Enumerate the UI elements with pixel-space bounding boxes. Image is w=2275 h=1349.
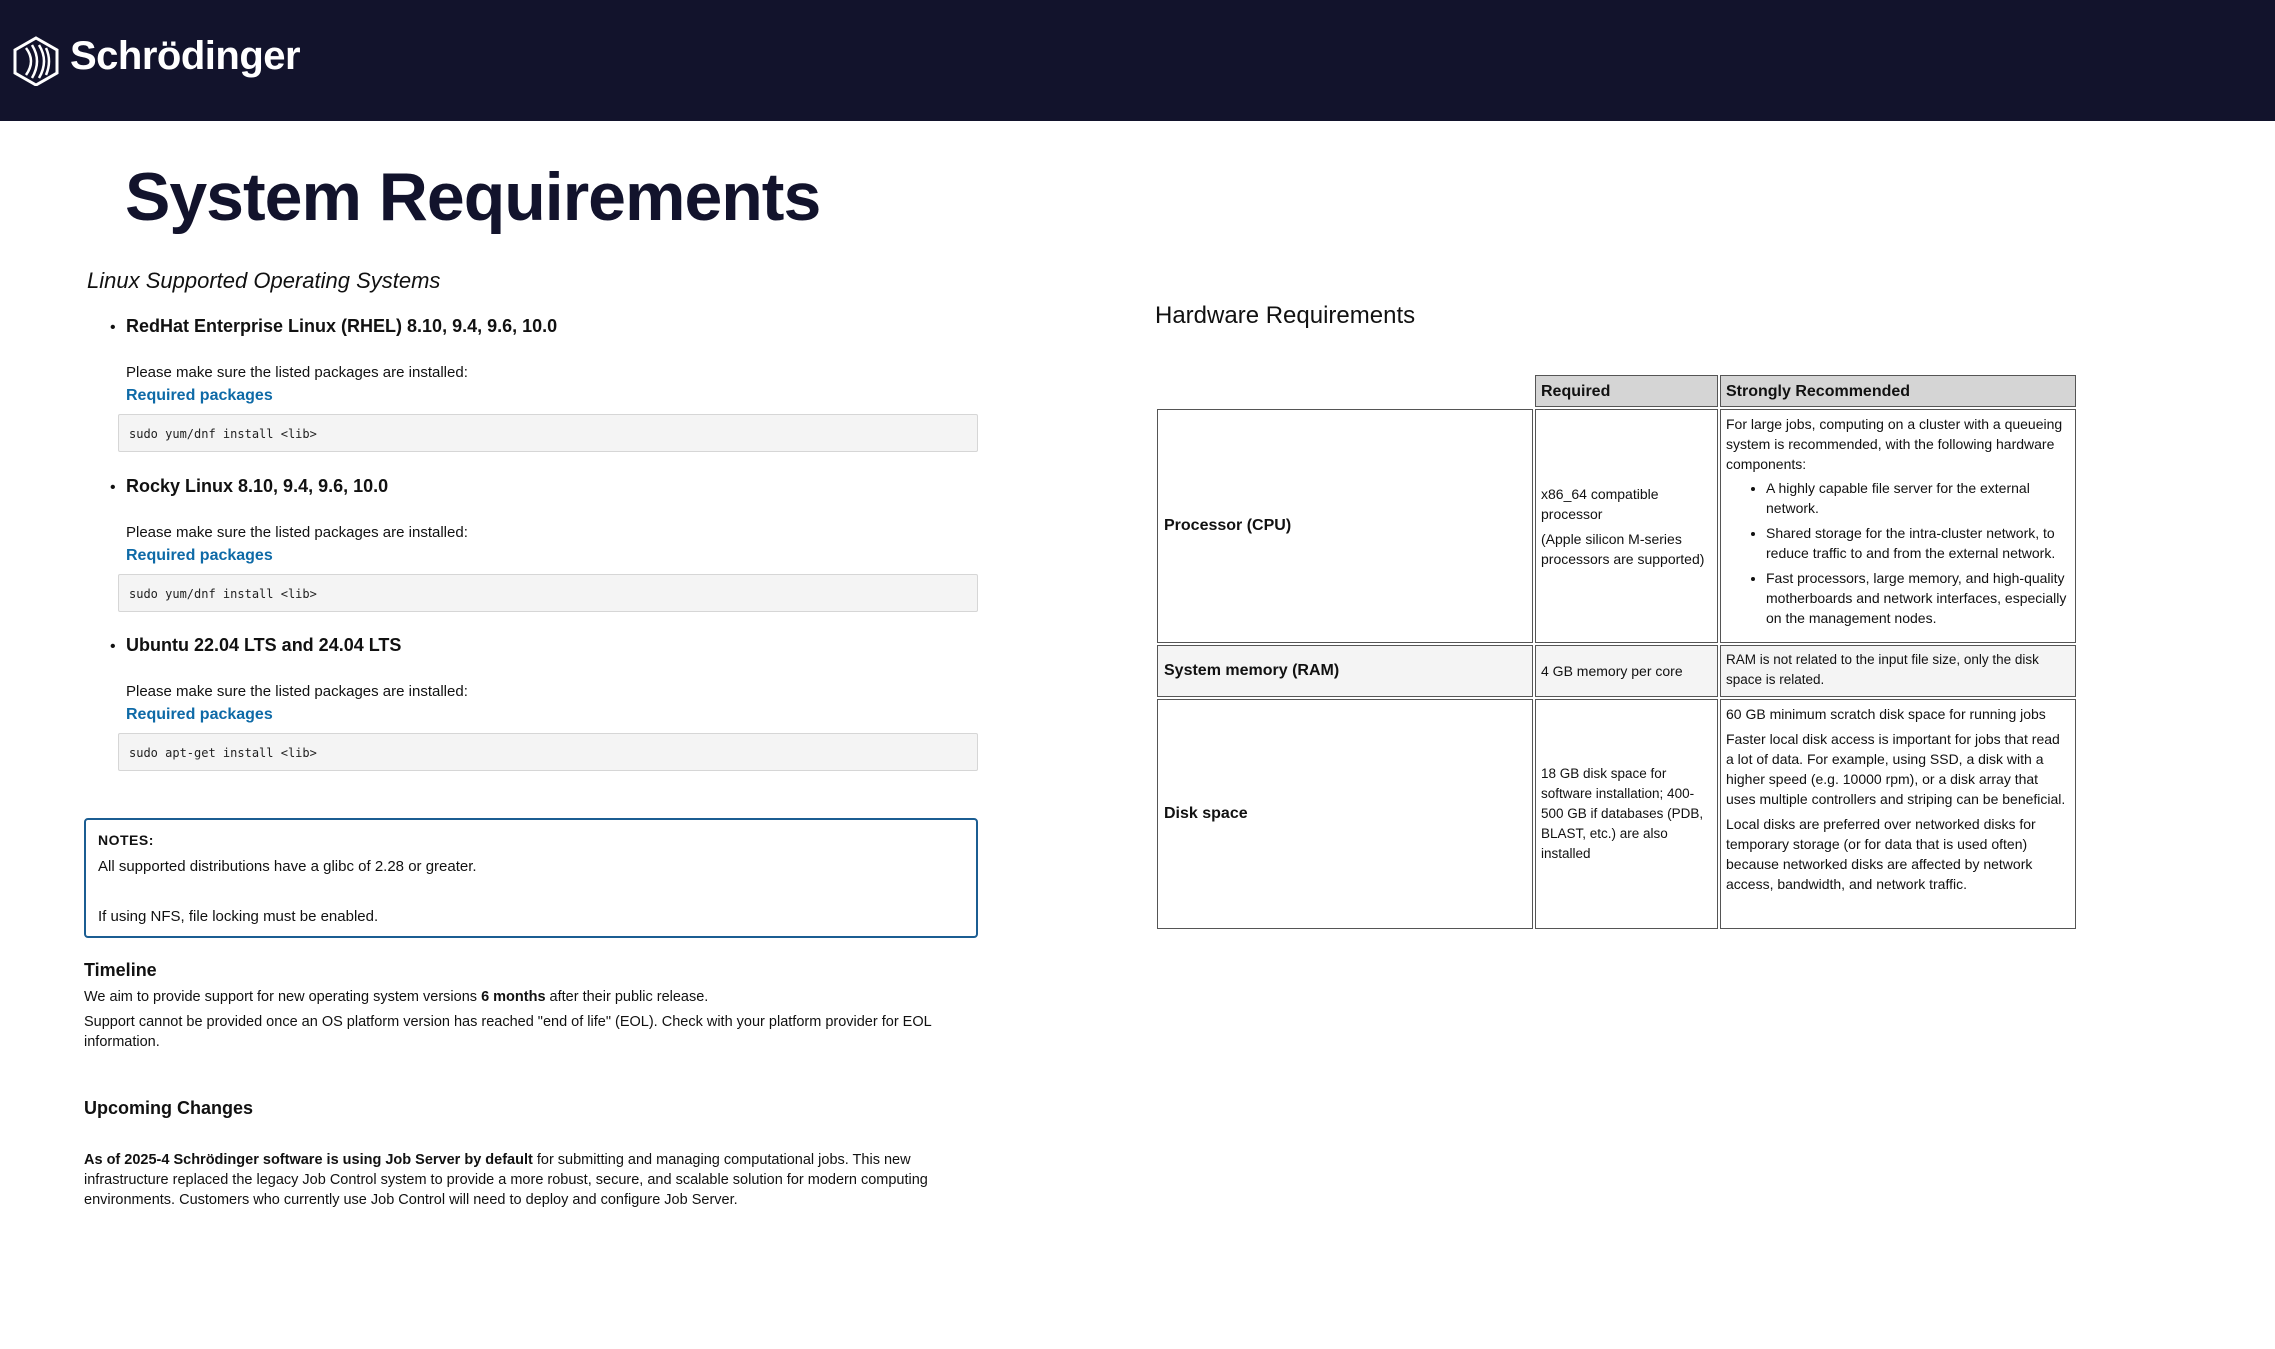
- cpu-required-processor: x86_64 compatible processor: [1541, 485, 1659, 522]
- row-label-disk: Disk space: [1157, 699, 1533, 929]
- timeline-heading: Timeline: [84, 960, 157, 980]
- code-block[interactable]: sudo yum/dnf install <lib>: [118, 414, 978, 452]
- notes-nfs: If using NFS, file locking must be enabled.: [98, 908, 379, 925]
- ram-recommended: RAM is not related to the input file size, only the disk space is related.: [1720, 645, 2076, 697]
- required-packages-link[interactable]: Required packages: [126, 387, 273, 404]
- list-item: • Fast processors, large memory, and high-quality motherboards and network interfaces, especially on the management nodes.: [1766, 568, 2070, 628]
- os-name: Rocky Linux 8.10, 9.4, 9.6, 10.0: [126, 476, 389, 496]
- os-item-rocky: [110, 476, 990, 601]
- disk-rec-scratch: 60 GB minimum scratch disk space for running jobs: [1726, 706, 2046, 722]
- top-nav-bar: [0, 0, 2275, 121]
- os-item-ubuntu: [110, 635, 990, 760]
- os-name: RedHat Enterprise Linux (RHEL) 8.10, 9.4, 9.6, 10.0: [126, 316, 558, 336]
- bullet-icon: •: [110, 318, 116, 336]
- list-item: • A highly capable file server for the external network.: [1766, 478, 2070, 518]
- bullet-icon: •: [110, 478, 116, 496]
- timeline-support-text: We aim to provide support for new operating system versions 6 months after their public release.: [84, 989, 709, 1005]
- row-label-ram: System memory (RAM): [1157, 645, 1533, 697]
- job-server-bold: As of 2025-4 Schrödinger software is using Job Server by default: [84, 1152, 533, 1168]
- bullet-icon: •: [110, 637, 116, 655]
- notes-callout: [84, 818, 978, 938]
- schrodinger-logo-icon[interactable]: [12, 36, 60, 86]
- disk-recommended: [1720, 699, 2076, 929]
- brand-name[interactable]: Schrödinger: [70, 34, 301, 78]
- col-header-recommended: Strongly Recommended: [1720, 375, 2076, 407]
- os-note: Please make sure the listed packages are installed:: [126, 683, 468, 700]
- upcoming-changes-heading: Upcoming Changes: [84, 1098, 254, 1118]
- cpu-recommended-intro: For large jobs, computing on a cluster with a queueing system is recommended, with the following hardware components:: [1726, 416, 2063, 472]
- code-block[interactable]: sudo yum/dnf install <lib>: [118, 574, 978, 612]
- cpu-recommended-list: [1726, 478, 2070, 628]
- disk-rec-networked: Local disks are preferred over networked disks for temporary storage (or for data that is used often) because networked disks are affected by network access, bandwidth, and network traffic.: [1726, 816, 2036, 892]
- os-note: Please make sure the listed packages are installed:: [126, 364, 468, 381]
- notes-glibc: All supported distributions have a glibc of 2.28 or greater.: [98, 858, 477, 875]
- disk-required: 18 GB disk space for software installation; 400-500 GB if databases (PDB, BLAST, etc.) are also installed: [1535, 699, 1718, 929]
- cpu-required: [1535, 409, 1718, 643]
- col-header-required: Required: [1535, 375, 1718, 407]
- row-label-cpu: Processor (CPU): [1157, 409, 1533, 643]
- list-item: • Shared storage for the intra-cluster network, to reduce traffic to and from the external network.: [1766, 523, 2070, 563]
- notes-label: NOTES:: [98, 832, 154, 848]
- linux-os-heading: Linux Supported Operating Systems: [87, 268, 441, 293]
- disk-rec-local-access: Faster local disk access is important for jobs that read a lot of data. For example, using SSD, a disk with a higher speed (e.g. 10000 rpm), or a disk array that uses multiple controllers and striping can be beneficial.: [1726, 731, 2066, 807]
- hardware-heading: Hardware Requirements: [1155, 302, 1416, 329]
- required-packages-link[interactable]: Required packages: [126, 547, 273, 564]
- page-title: System Requirements: [125, 159, 821, 235]
- cpu-required-apple: (Apple silicon M-series processors are supported): [1541, 530, 1705, 567]
- cpu-recommended: [1720, 409, 2076, 643]
- os-item-rhel: [110, 316, 990, 441]
- os-name: Ubuntu 22.04 LTS and 24.04 LTS: [126, 635, 402, 655]
- code-block[interactable]: sudo apt-get install <lib>: [118, 733, 978, 771]
- timeline-bold: 6 months: [481, 989, 546, 1005]
- ram-required: 4 GB memory per core: [1535, 645, 1718, 697]
- required-packages-link[interactable]: Required packages: [126, 706, 273, 723]
- timeline-eol-text: Support cannot be provided once an OS platform version has reached "end of life" (EOL). Check with your platform provider for EOL information.: [84, 1014, 932, 1050]
- os-note: Please make sure the listed packages are installed:: [126, 524, 468, 541]
- upcoming-changes-text: As of 2025-4 Schrödinger software is using Job Server by default for submitting and managing computational jobs. This new infrastructure replaced the legacy Job Control system to provide a more robust, secure, and scalable solution for modern computing environments. Customers who currently use Job Control will need to deploy and configure Job Server.: [84, 1152, 928, 1208]
